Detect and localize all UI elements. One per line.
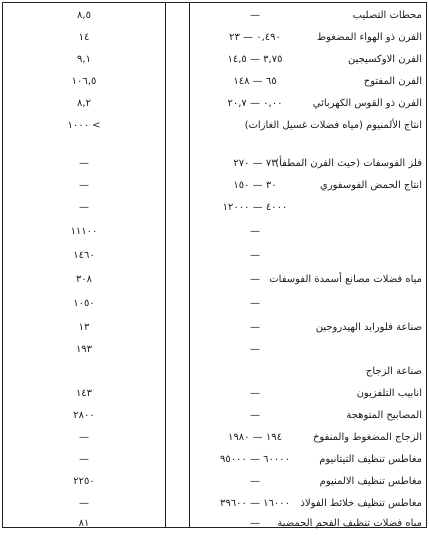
- row-value: ١٤٣: [75, 388, 93, 399]
- row-value: ٨,٥: [77, 10, 91, 21]
- row-label: مياه فضلات تنظيف الفحم الحمضية: [277, 518, 422, 529]
- row-label: فلز الفوسفات (حيث الفرن المطفأ): [275, 158, 422, 169]
- row-label: مغاطس تنظيف خلائط الفولاذ: [300, 498, 422, 509]
- row-value: —: [79, 454, 89, 465]
- table-row: [3, 339, 426, 361]
- table-row: [3, 493, 426, 515]
- row-range-value: —: [250, 388, 260, 399]
- row-range-value: ٦٠٠٠٠ — ٩٥٠٠٠: [219, 454, 291, 465]
- row-range-value: —: [250, 344, 260, 355]
- table-row: [3, 175, 426, 197]
- row-range-value: ٠,٤٩٠ — ٢٣: [229, 32, 281, 43]
- row-value: [7, 361, 161, 383]
- row-label: انابيب التلفزيون: [356, 388, 422, 399]
- table-row: [3, 49, 426, 71]
- row-value: ١٤: [78, 32, 90, 43]
- row-value: ١٠٥٠: [73, 298, 95, 309]
- row-label: مغاطس تنظيف التيتانيوم: [319, 454, 422, 465]
- row-value: ٣٠٨: [75, 274, 93, 285]
- table-row: [3, 197, 426, 219]
- row-range-value: —: [250, 322, 260, 333]
- table-row: [3, 5, 426, 27]
- row-range-value: —: [250, 410, 260, 421]
- row-value: ١١١٠٠: [70, 226, 98, 237]
- table-row: [3, 513, 426, 535]
- table-row: [3, 221, 426, 243]
- row-range-value: —: [250, 250, 260, 261]
- row-value: ١٤٦٠: [73, 250, 95, 261]
- row-label: مياه فضلات مصانع أسمدة الفوسفات: [269, 274, 422, 285]
- row-label: محطات التصليب: [352, 10, 422, 21]
- row-label: الفرن ذو القوس الكهربائي: [312, 98, 422, 109]
- row-value: —: [79, 432, 89, 443]
- row-value: ١٠٦,٥: [71, 76, 97, 87]
- row-label: الفرن الاوكسيجين: [347, 54, 422, 65]
- table-row: [3, 269, 426, 291]
- row-range-value: —: [250, 10, 260, 21]
- row-value: ٢٨٠٠: [73, 410, 95, 421]
- table-row: [3, 115, 426, 137]
- row-value: ٢٢٥٠: [73, 476, 95, 487]
- table-row: [3, 71, 426, 93]
- table-row: [3, 153, 426, 175]
- row-range-value: ١٦٠٠٠ — ٣٩٦٠٠: [219, 498, 291, 509]
- row-value: ٩,١: [77, 54, 91, 65]
- row-value: > ١٠٠٠: [67, 120, 101, 131]
- row-range-value: ٤٠٠٠ — ١٢٠٠٠: [222, 202, 288, 213]
- row-range-value: [195, 361, 315, 383]
- row-range-value: ١٩٤ — ١٩٨٠: [228, 432, 282, 443]
- row-value: —: [79, 202, 89, 213]
- table-row: [3, 245, 426, 267]
- row-range-value: —: [250, 226, 260, 237]
- row-value: ١٣: [78, 322, 90, 333]
- table-page: [2, 2, 427, 528]
- row-range-value: —: [250, 476, 260, 487]
- row-value: ١٩٣: [75, 344, 93, 355]
- row-label: الفرن المفتوح: [363, 76, 422, 87]
- row-label: انتاج الألمنيوم (مياه فضلات غسيل الغازات): [244, 120, 422, 131]
- row-label: صناعة الزجاج: [365, 366, 422, 377]
- row-value: —: [79, 498, 89, 509]
- table-row: [3, 383, 426, 405]
- row-range-value: —: [250, 274, 260, 285]
- row-range-value: ٣٠ — ١٥٠: [233, 180, 277, 191]
- row-value: ٨,٢: [77, 98, 91, 109]
- row-range-value: ٧٣ — ٢٧٠: [233, 158, 277, 169]
- table-row: [3, 471, 426, 493]
- row-label: انتاج الحمض الفوسفوري: [319, 180, 422, 191]
- table-row: [3, 405, 426, 427]
- row-range-value: ٦٥ — ١٤٨: [233, 76, 277, 87]
- table-row: [3, 293, 426, 315]
- row-range-value: —: [250, 518, 260, 529]
- row-label: صناعة فلورايد الهيدروجين: [315, 322, 422, 333]
- table-row: [3, 27, 426, 49]
- row-range-value: [195, 115, 315, 137]
- row-range-value: ٠,٠٠ — ٢٠,٧: [227, 98, 283, 109]
- table-row: [3, 93, 426, 115]
- table-row: [3, 427, 426, 449]
- table-row: [3, 317, 426, 339]
- row-label: مغاطس تنظيف الالمنيوم: [319, 476, 422, 487]
- row-value: —: [79, 158, 89, 169]
- row-label: المصابيح المتوهجة: [346, 410, 422, 421]
- row-value: ٨١: [78, 518, 90, 529]
- row-range-value: ٣,٧٥ — ١٤,٥: [227, 54, 283, 65]
- row-value: —: [79, 180, 89, 191]
- row-label: الفرن ذو الهواء المضغوط: [316, 32, 422, 43]
- row-range-value: —: [250, 298, 260, 309]
- row-label: الزجاج المضغوط والمنفوخ: [312, 432, 422, 443]
- table-row: [3, 361, 426, 383]
- table-row: [3, 449, 426, 471]
